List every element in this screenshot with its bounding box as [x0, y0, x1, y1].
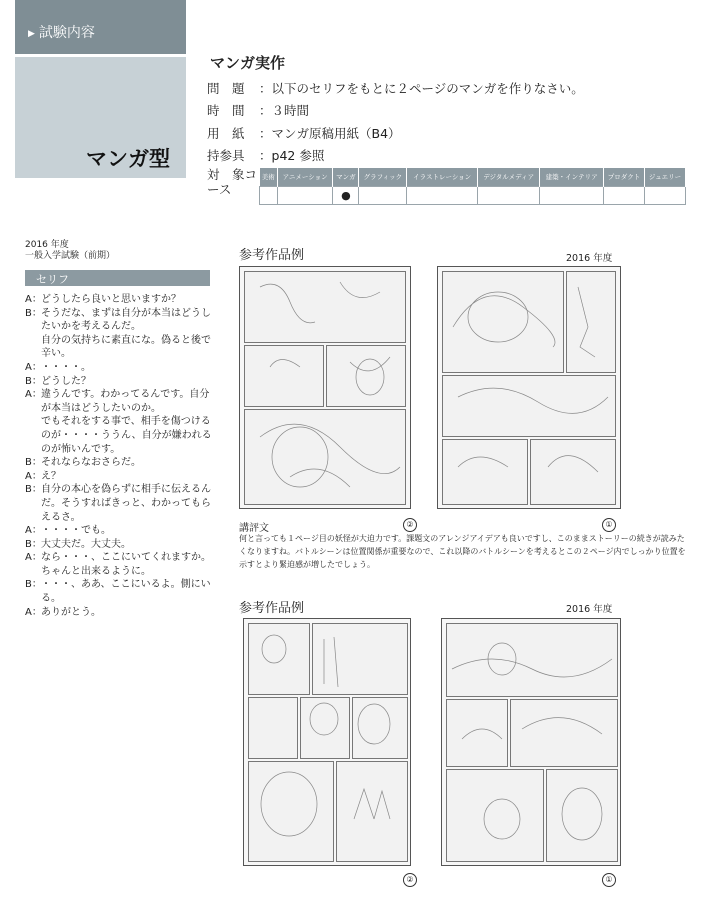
dialogue-text: でもそれをする事で、相手を傷つけるのが・・・・ううん、自分が嫌われるのが怖いんです。: [41, 416, 212, 455]
course-header: ジュエリー: [645, 168, 686, 187]
speaker-label: A：: [25, 552, 42, 564]
manga-sketch: [442, 619, 620, 865]
example-heading-2: 参考作品例: [239, 601, 305, 616]
dialogue-line: [25, 375, 215, 389]
course-mark-row: [260, 187, 686, 205]
dialogue-line: [25, 470, 215, 484]
page-number-2: ②: [403, 518, 417, 532]
critique-title: 講評文: [239, 523, 269, 534]
speaker-label: B：: [25, 579, 42, 591]
course-mark: [260, 187, 278, 205]
type-title: マンガ型: [86, 147, 170, 171]
dialogue-line: [25, 456, 215, 470]
course-table: [259, 168, 686, 205]
course-mark: [277, 187, 332, 205]
serif-header-label: セリフ: [36, 273, 69, 286]
dialogue-line: [25, 483, 215, 524]
dialogue-text: 大丈夫だ。大丈夫。: [41, 538, 131, 550]
info-row-problem: 問 題 ：以下のセリフをもとに２ページのマンガを作りなさい。: [207, 81, 584, 96]
course-header: デジタルメディア: [477, 168, 539, 187]
speaker-label: B：: [25, 484, 42, 496]
speaker-label: [25, 415, 41, 456]
course-header-row: [260, 168, 686, 187]
dialogue-text: ・・・、ああ、ここにいるよ。側にいる。: [41, 579, 211, 605]
course-header: マンガ: [333, 168, 359, 187]
dialogue-list: [25, 293, 215, 619]
dialogue-line: [25, 551, 215, 578]
manga-page-1b: [441, 618, 621, 866]
speaker-label: A：: [25, 389, 42, 401]
dialogue-text: え？: [41, 470, 61, 482]
course-header: アニメーション: [277, 168, 332, 187]
dialogue-text: 自分の気持ちに素直にな。偽ると後で辛い。: [41, 334, 211, 360]
exam-title: マンガ実作: [210, 54, 286, 72]
manga-page-2: [239, 266, 411, 509]
manga-sketch: [438, 267, 620, 508]
course-mark: [603, 187, 644, 205]
dialogue-text: 違うんです。わかってるんです。自分が本当はどうしたいのか。: [41, 389, 210, 414]
speaker-label: B：: [25, 538, 42, 550]
dialogue-line: [25, 361, 215, 375]
dialogue-line: [25, 538, 215, 552]
dialogue-text: どうしたら良いと思いますか？: [41, 294, 181, 305]
dialogue-text: ありがとう。: [41, 606, 101, 618]
course-header: 建築・インテリア: [540, 168, 604, 187]
dialogue-line: [25, 606, 215, 620]
course-mark: [407, 187, 478, 205]
speaker-label: [25, 334, 41, 361]
speaker-label: A：: [25, 294, 42, 305]
dialogue-text: ・・・・でも。: [41, 525, 111, 537]
dialogue-line: [25, 293, 215, 307]
course-mark: [645, 187, 686, 205]
dialogue-text: どうした？: [41, 375, 91, 387]
course-header: プロダクト: [603, 168, 644, 187]
course-header: イラストレーション: [407, 168, 478, 187]
course-mark: [359, 187, 407, 205]
dialogue-line: [25, 578, 215, 605]
course-header: 美術: [260, 168, 278, 187]
page-number-1: ①: [602, 518, 616, 532]
manga-sketch: [244, 619, 410, 865]
page-number-1b: ①: [602, 873, 616, 887]
dialogue-text: そうだな、まずは自分が本当はどうしたいかを考えるんだ。: [41, 307, 211, 333]
info-row-paper: 用 紙 ：マンガ原稿用紙（B4）: [207, 126, 401, 141]
course-mark: ●: [333, 187, 359, 205]
dialogue-text: ・・・・。: [41, 361, 91, 373]
manga-page-2b: [243, 618, 411, 866]
manga-sketch: [240, 267, 410, 508]
triangle-right-icon: ▶: [28, 29, 35, 39]
dialogue-text: それならなおさらだ。: [41, 457, 141, 469]
critique-body: 何と言っても１ページ目の妖怪が大迫力です。課題文のアレンジアイデアも良いですし、このままストーリーの続きが読みたくなりますね。バトルシーンは位置関係が重要なので、これ以降のバトルシーンを考えるとこの２ページ内でしっかり位置を示すとより緊迫感が増したでしょう。: [239, 534, 686, 569]
info-row-time: 時 間 ：３時間: [207, 103, 310, 118]
speaker-label: B：: [25, 375, 42, 387]
speaker-label: B：: [25, 457, 42, 469]
dialogue-line: [25, 334, 215, 361]
dialogue-text: 自分の本心を偽らずに相手に伝えるんだ。そうすればきっと、わかってもらえるさ。: [41, 484, 211, 523]
speaker-label: B：: [25, 307, 42, 319]
course-mark: [477, 187, 539, 205]
section-tab-label: ▶ 試験内容: [28, 25, 95, 41]
dialogue-line: [25, 415, 215, 456]
speaker-label: A：: [25, 361, 42, 373]
speaker-label: A：: [25, 525, 42, 537]
page-number-2b: ②: [403, 873, 417, 887]
example-heading-1: 参考作品例: [239, 248, 305, 263]
dialogue-line: [25, 307, 215, 334]
example-year-2: 2016 年度: [566, 604, 613, 615]
speaker-label: A：: [25, 470, 42, 482]
manga-page-1: [437, 266, 621, 509]
course-header: グラフィック: [359, 168, 407, 187]
dialogue-text: なら・・・、ここにいてくれますか。ちゃんと出来るように。: [41, 552, 211, 577]
course-mark: [540, 187, 604, 205]
example-year-1: 2016 年度: [566, 253, 613, 264]
dialogue-line: [25, 388, 215, 415]
exam-year-heading: 2016 年度 一般入学試験（前期）: [25, 240, 116, 261]
speaker-label: A：: [25, 606, 42, 618]
target-course-label: 対 象コース: [207, 167, 258, 197]
dialogue-line: [25, 524, 215, 538]
info-row-tools: 持参具 ：p42 参照: [207, 148, 325, 163]
